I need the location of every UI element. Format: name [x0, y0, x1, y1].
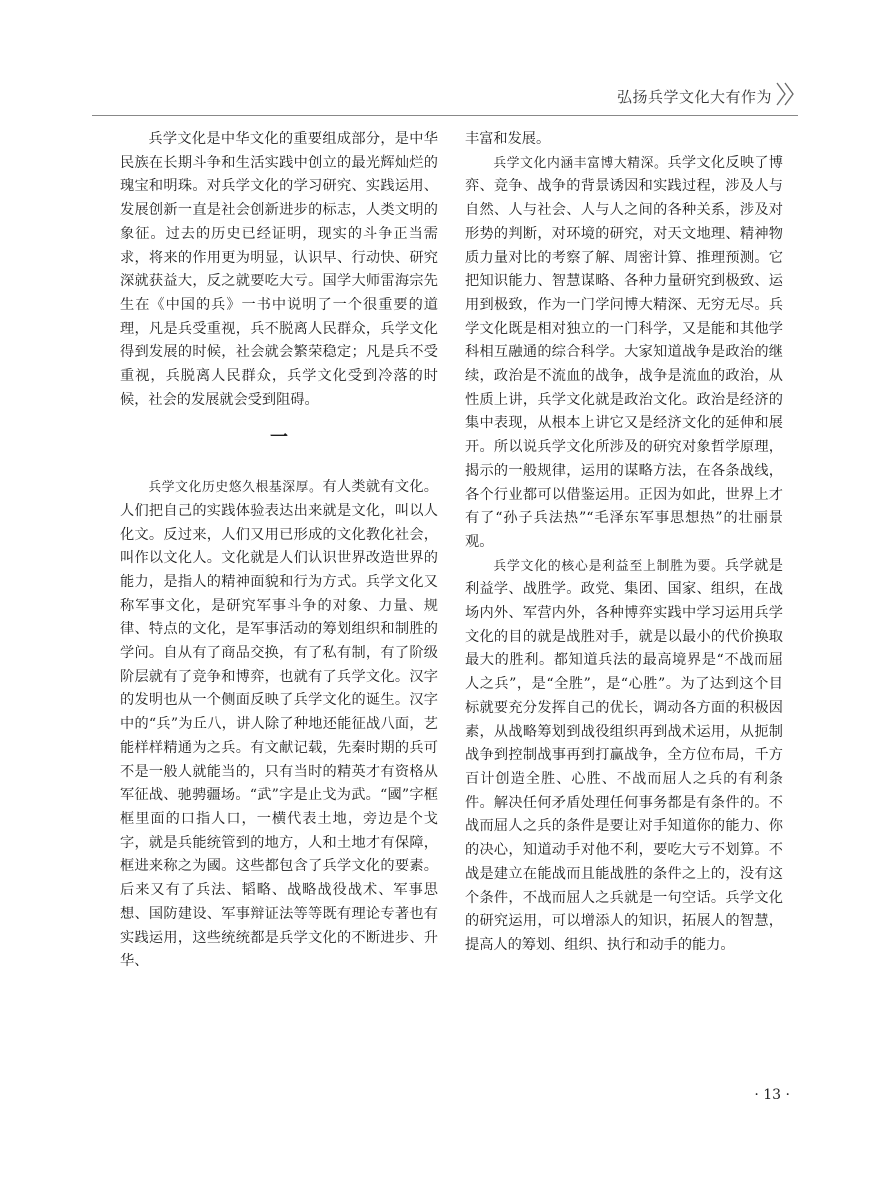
paragraph-lead-core: 兵学文化的核心是利益至上制胜为要。 [493, 558, 725, 574]
paragraph-connotation [465, 152, 783, 555]
carry-over-text: 丰富和发展。 [465, 131, 551, 147]
paragraph-lead-connotation: 兵学文化内涵丰富博大精深。 [493, 155, 668, 171]
left-column [120, 128, 438, 974]
paragraph-core [465, 555, 783, 958]
right-column [465, 128, 783, 958]
running-title: 弘扬兵学文化大有作为 [616, 88, 772, 106]
double-chevron-right-icon [774, 80, 798, 108]
paragraph-body-connotation: 兵学文化反映了博弈、竞争、战争的背景诱因和实践过程，涉及人与自然、人与社会、人与人之间的各种关系，涉及对形势的判断，对环境的研究，对天文地理、精神物质力量对比的考察了解、周密计算、推理预测。它把知识能力、智慧谋略、各种力量研究到极致、运用到极致，作为一门学问博大精深、无穷无尽。兵学文化既是相对独立的一门科学，又是能和其他学科相互融通的综合科学。大家知道战争是政治的继续，政治是不流血的战争，战争是流血的政治，从性质上讲，兵学文化就是政治文化。政治是经济的集中表现，从根本上讲它又是经济文化的延伸和展开。所以说兵学文化所涉及的研究对象哲学原理，揭示的一般规律，运用的谋略方法，在各条战线，各个行业都可以借鉴运用。正因为如此，世界上才有了“孙子兵法热”“毛泽东军事思想热”的壮丽景观。 [465, 154, 783, 550]
paragraph-history [120, 476, 438, 974]
paragraph-body-core: 兵学就是利益学、战胜学。政党、集团、国家、组织，在战场内外、军营内外，各种博弈实践中学习运用兵学文化的目的就是战胜对手，就是以最小的代价换取最大的胜利。都知道兵法的最高境界是“不战而屈人之兵”，是“全胜”，是“心胜”。为了达到这个目标就要充分发挥自己的优长，调动各方面的积极因素，从战略筹划到战役组织再到战术运用，从扼制战争到控制战事再到打赢战争，全方位布局，千方百计创造全胜、心胜、不战而屈人之兵的有利条件。解决任何矛盾处理任何事务都是有条件的。不战而屈人之兵的条件是要让对手知道你的能力、你的决心，知道动手对他不利，要吃大亏不划算。不战是建立在能战而且能战胜的条件之上的，没有这个条件，不战而屈人之兵就是一句空话。兵学文化的研究运用，可以增添人的知识，拓展人的智慧，提高人的筹划、组织、执行和动手的能力。 [465, 557, 783, 953]
page-number: · 13 · [754, 1087, 790, 1103]
intro-paragraph: 兵学文化是中华文化的重要组成部分，是中华民族在长期斗争和生活实践中创立的最光辉灿烂的瑰宝和明珠。对兵学文化的学习研究、实践运用、发展创新一直是社会创新进步的标志，人类文明的象征。过去的历史已经证明，现实的斗争正当需求，将来的作用更为明显，认识早、行动快、研究深就获益大，反之就要吃大亏。国学大师雷海宗先生在《中国的兵》一书中说明了一个很重要的道理，凡是兵受重视，兵不脱离人民群众，兵学文化得到发展的时候，社会就会繁荣稳定；凡是兵不受重视，兵脱离人民群众，兵学文化受到冷落的时候，社会的发展就会受到阻碍。 [120, 131, 438, 408]
paragraph-lead-history: 兵学文化历史悠久根基深厚。 [148, 480, 323, 496]
header-divider [92, 115, 798, 116]
paragraph-body-history: 有人类就有文化。人们把自己的实践体验表达出来就是文化，叫以人化文。反过来，人们又用已形成的文化教化社会，叫作以文化人。文化就是人们认识世界改造世界的能力，是指人的精神面貌和行为方式。兵学文化又称军事文化，是研究军事斗争的对象、力量、规律、特点的文化，是军事活动的筹划组织和制胜的学问。自从有了商品交换，有了私有制，有了阶级阶层就有了竞争和博弈，也就有了兵学文化。汉字的发明也从一个侧面反映了兵学文化的诞生。汉字中的“兵”为丘八，讲人除了种地还能征战八面，艺能样样精通为之兵。有文献记载，先秦时期的兵可不是一般人就能当的，只有当时的精英才有资格从军征战、驰骋疆场。“武”字是止戈为武。“國”字框框里面的口指人口，一横代表土地，旁边是个戈字，就是兵能统管到的地方，人和土地才有保障，框进来称之为國。这些都包含了兵学文化的要素。后来又有了兵法、韬略、战略战役战术、军事思想、国防建设、军事辩证法等等既有理论专著也有实践运用，这些统统都是兵学文化的不断进步、升华、 [120, 479, 438, 970]
section-marker: 一 [270, 427, 288, 449]
